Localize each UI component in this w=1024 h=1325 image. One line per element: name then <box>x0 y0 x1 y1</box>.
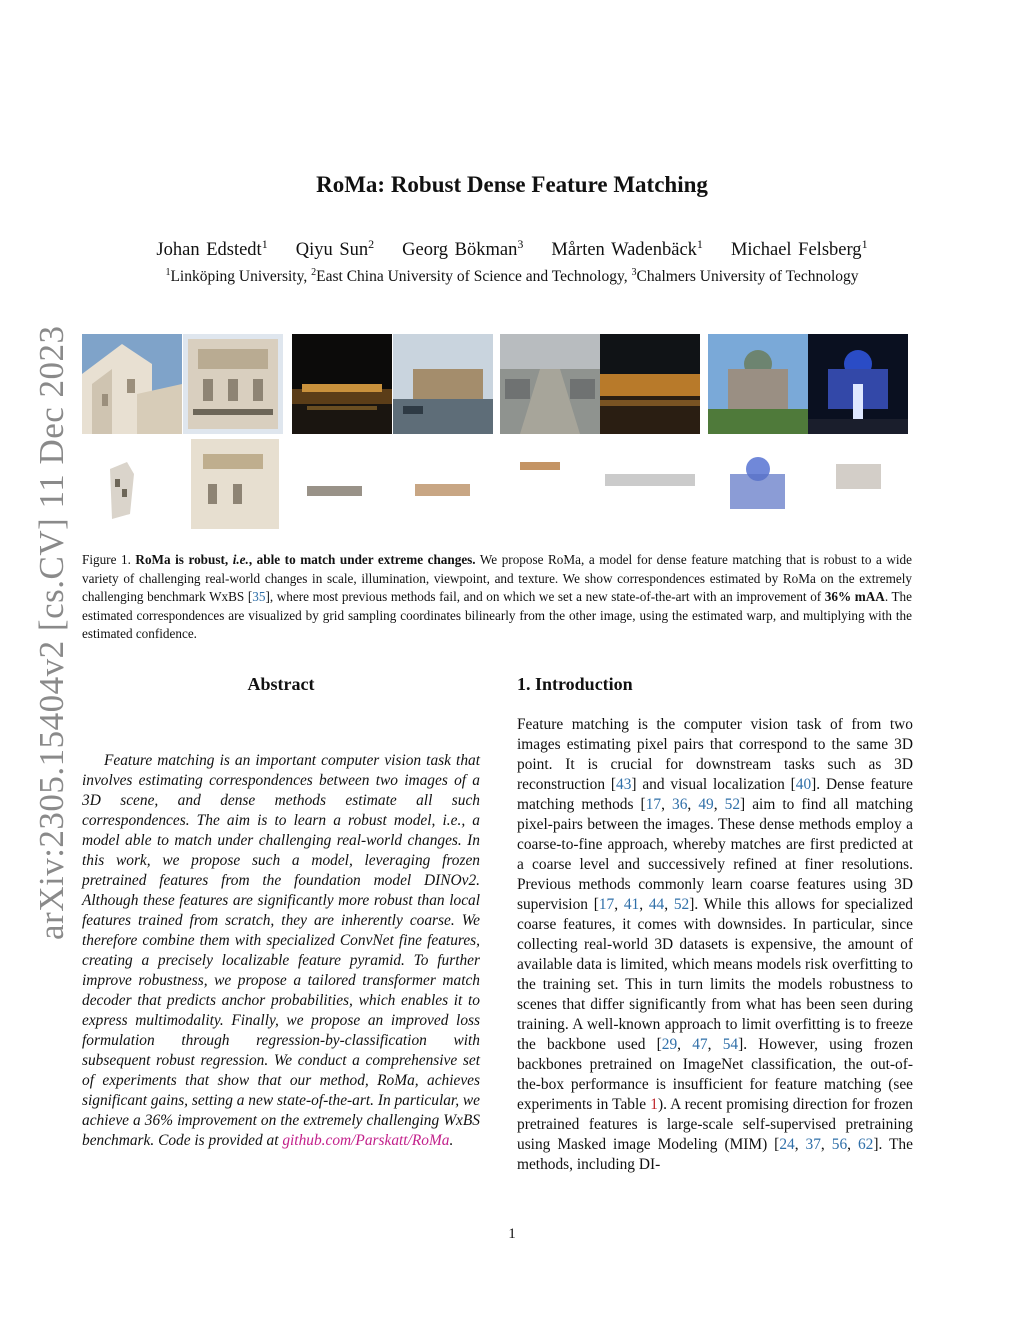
caption-bold-result: 36% mAA <box>824 589 885 604</box>
citation-link[interactable]: 35 <box>252 589 266 604</box>
introduction-text: ]. However, using frozen backbones pretrained on ImageNet classification, the out-of-the-box performance is insufficient for feature matching (see experiments in Table <box>517 1036 914 1113</box>
citation-link[interactable]: 56 <box>831 1136 848 1153</box>
author-name: Michael Felsberg$^1$ <box>730 236 868 260</box>
photo-cathedral-night-match <box>808 434 908 534</box>
citation-link[interactable]: 49 <box>698 796 714 813</box>
introduction-body <box>517 715 913 1175</box>
introduction-text: , <box>687 796 699 813</box>
introduction-text: ] aim to find all matching pixel-pairs between the images. These dense methods employ a coarse-to-fine approach, whereby matches are first predicted at a coarse level and successively refined at finer resolutions. Previous methods commonly learn coarse features using 3D supervision [ <box>517 796 913 913</box>
caption-label: Figure 1. <box>82 552 131 567</box>
citation-link[interactable]: 47 <box>692 1036 708 1053</box>
photo-night-river-match <box>600 434 700 534</box>
photo-day-castle <box>393 334 493 434</box>
citation-link[interactable]: 41 <box>623 896 640 913</box>
page-number: 1 <box>508 1226 516 1242</box>
introduction-text: , <box>713 796 725 813</box>
caption-body-3: . The estimated correspondences are visualized by grid sampling coordinates bilinearly from the other image, using the estimated warp, and multiplying with the estimated confidence. <box>82 589 912 641</box>
abstract-body: Feature matching is an important computer vision task that involves estimating correspondences between two images of a 3D scene, and dense methods estimate all such correspondences. The aim is to learn a robust model, i.e., a model able to match under challenging real-world changes. In this work, we propose such a model, leveraging frozen pretrained features from the foundation model DINOv2. Although these features are significantly more robust than local features trained from scratch, they are inherently coarse. We therefore combine them with specialized ConvNet fine features, creating a precisely localizable feature pyramid. To further improve robustness, we propose a tailored transformer match decoder that predicts anchor probabilities, which enables it to express multimodality. Finally, we propose an improved loss formulation through regression-by-classification with subsequent robust regression. We conduct a comprehensive set of experiments that show that our method, RoMa, achieves significant gains, setting a new state-of-the-art. In particular, we achieve a 36% improvement on the extremely challenging WxBS benchmark. Code is provided at github.com/Parskatt/RoMa. <box>82 752 480 1149</box>
author-name: Qiyu Sun$^2$ <box>295 236 375 260</box>
citation-link[interactable]: 17 <box>645 796 662 813</box>
photo-cathedral-night <box>808 334 908 434</box>
affiliation: $^3$Chalmers University of Technology <box>631 266 859 285</box>
citation-link[interactable]: 36 <box>672 796 688 813</box>
introduction-text: ). A recent promising direction for frozen pretrained features is large-scale self-supervised pretraining using Masked image Modeling (MIM) [ <box>517 1096 913 1153</box>
introduction-text: ]. Dense feature matching methods [ <box>517 776 913 813</box>
citation-link[interactable]: 44 <box>648 896 665 913</box>
citation-link[interactable]: 37 <box>805 1136 821 1153</box>
introduction-text: , <box>847 1136 858 1153</box>
table-reference-link[interactable]: 1 <box>650 1096 658 1113</box>
caption-bold-lead: RoMa is robust, i.e., able to match under extreme changes. <box>135 552 476 567</box>
citation-link[interactable]: 29 <box>661 1036 678 1053</box>
abstract-heading: Abstract <box>247 674 315 694</box>
figure-image-grid <box>82 334 912 534</box>
introduction-text: , <box>707 1036 723 1053</box>
affiliation: $^1$Linköping University, <box>165 266 308 285</box>
author-name: Georg Bökman$^3$ <box>402 236 524 260</box>
photo-aerial-square <box>500 334 600 434</box>
figure-caption <box>82 551 912 644</box>
photo-night-river <box>600 334 700 434</box>
introduction-text: ] and visual localization [ <box>631 776 796 793</box>
photo-day-castle-match <box>393 434 493 534</box>
citation-link[interactable]: 54 <box>722 1036 739 1053</box>
citation-link[interactable]: 17 <box>598 896 615 913</box>
photo-prague-match-a <box>82 434 182 534</box>
author-name: Johan Edstedt$^1$ <box>156 236 268 260</box>
introduction-text: ]. While this allows for specialized coarse features, it comes with downsides. In particular, since collecting real-world 3D datasets is expensive, the amount of available data is limited, which means models risk overfitting to the training set. This in turn limits the models robustness to scenes that differ significantly from what has been seen during training. A well-known approach to limit overfitting is to freeze the backbone used [ <box>517 896 914 1053</box>
code-link[interactable]: github.com/Parskatt/RoMa <box>282 1132 450 1149</box>
photo-cathedral-day-match <box>708 434 808 534</box>
introduction-text: ]. The methods, including DI- <box>517 1136 913 1173</box>
photo-cathedral-day <box>708 334 808 434</box>
photo-night-castle-match <box>292 434 392 534</box>
introduction-heading: 1. Introduction <box>517 674 633 694</box>
caption-body-1: We propose RoMa, a model for dense feature matching that is robust to a wide variety of challenging real-world changes in scale, illumination, viewpoint, and texture. We show correspondences estimated by RoMa on the extremely challenging benchmark WxBS [ <box>82 552 912 604</box>
citation-link[interactable]: 62 <box>857 1136 874 1153</box>
arxiv-identifier: arXiv:2305.15404v2 [cs.CV] 11 Dec 2023 <box>32 325 71 940</box>
introduction-text: , <box>677 1036 693 1053</box>
photo-night-castle <box>292 334 392 434</box>
caption-body-2: ], where most previous methods fail, and on which we set a new state-of-the-art with an improvement of <box>265 589 825 604</box>
photo-prague-match-b <box>183 434 283 534</box>
introduction-text: , <box>820 1136 832 1153</box>
citation-link[interactable]: 40 <box>795 776 812 793</box>
citation-link[interactable]: 52 <box>673 896 690 913</box>
affiliation: $^2$East China University of Science and Technology, <box>311 266 628 285</box>
author-name: Mårten Wadenbäck$^1$ <box>551 236 703 260</box>
author-list <box>0 236 1024 261</box>
introduction-text: , <box>614 896 624 913</box>
citation-link[interactable]: 43 <box>616 776 632 793</box>
citation-link[interactable]: 24 <box>779 1136 795 1153</box>
photo-prague-facade-b <box>183 334 283 434</box>
introduction-text: , <box>664 896 674 913</box>
introduction-text: , <box>794 1136 806 1153</box>
introduction-text: , <box>661 796 672 813</box>
affiliation-list <box>0 268 1024 286</box>
photo-prague-facade-a <box>82 334 182 434</box>
paper-title: RoMa: Robust Dense Feature Matching <box>316 172 708 197</box>
introduction-text: Feature matching is the computer vision task of from two images estimating pixel pairs that correspond to the same 3D point. It is crucial for downstream tasks such as 3D reconstruction [ <box>517 716 913 793</box>
introduction-text: , <box>639 896 649 913</box>
photo-aerial-square-match <box>500 434 600 534</box>
citation-link[interactable]: 52 <box>724 796 741 813</box>
